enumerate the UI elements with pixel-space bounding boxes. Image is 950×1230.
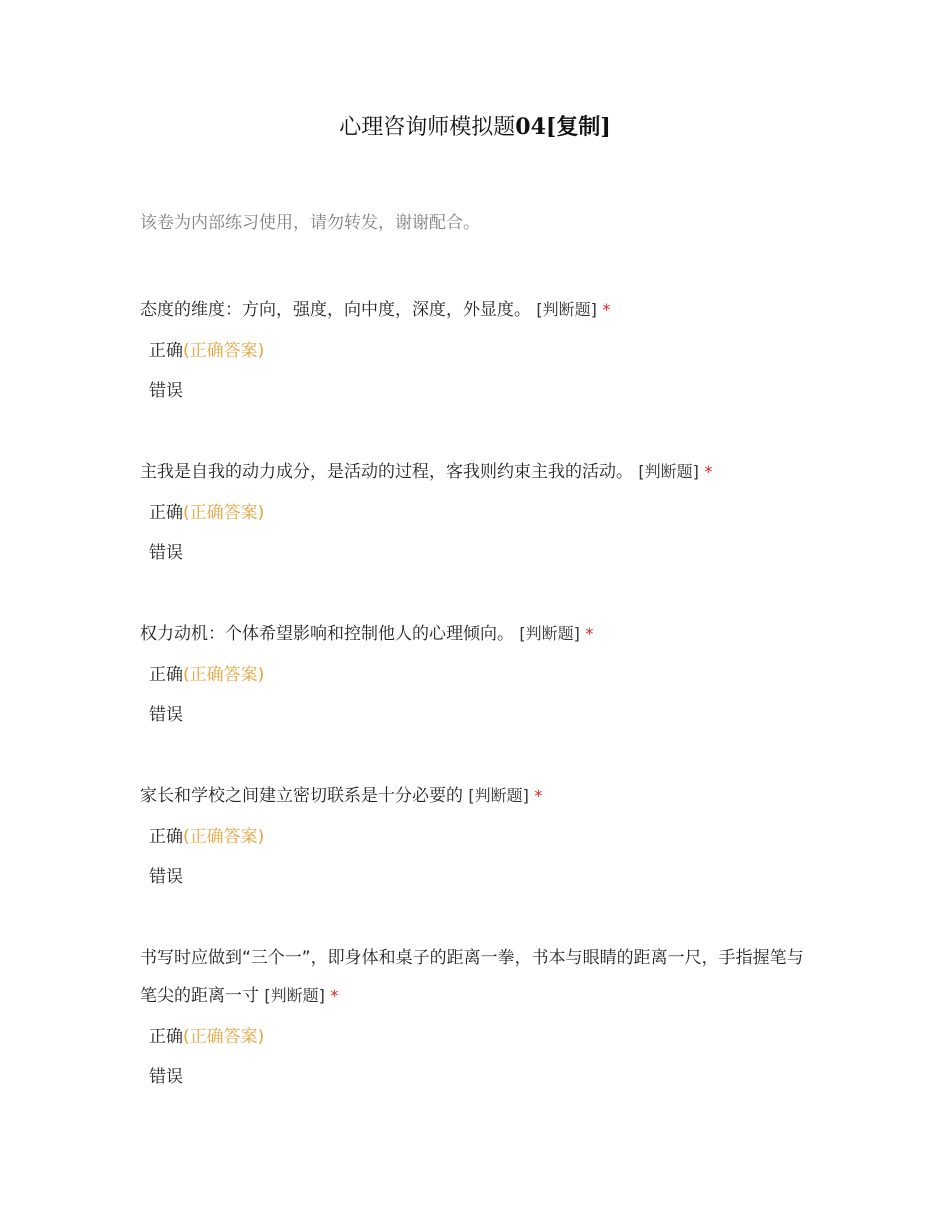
question-text <box>140 453 820 491</box>
option-correct[interactable] <box>149 331 820 371</box>
question-item <box>140 615 820 735</box>
option-correct[interactable] <box>149 493 820 533</box>
question-stem: 主我是自我的动力成分，是活动的过程，客我则约束主我的活动。 <box>140 462 633 482</box>
survey-notice: 该卷为内部练习使用，请勿转发，谢谢配合。 <box>140 213 480 233</box>
correct-answer-tag: (正确答案) <box>183 827 265 847</box>
option-list <box>140 331 820 411</box>
question-item <box>140 939 820 1097</box>
required-marker: * <box>534 786 543 805</box>
option-wrong[interactable] <box>149 371 820 411</box>
option-correct[interactable] <box>149 655 820 695</box>
title-prefix: 心理咨询师模拟题 <box>339 115 516 140</box>
title-suffix: [复制] <box>545 114 611 140</box>
page-title <box>0 110 950 141</box>
option-label: 错误 <box>149 543 183 563</box>
required-marker: * <box>704 462 713 481</box>
question-type-badge: [判断题] <box>519 624 580 643</box>
option-label: 错误 <box>149 1067 183 1087</box>
required-marker: * <box>330 986 339 1005</box>
correct-answer-tag: (正确答案) <box>183 341 265 361</box>
correct-answer-tag: (正确答案) <box>183 665 265 685</box>
option-label: 错误 <box>149 867 183 887</box>
option-correct[interactable] <box>149 817 820 857</box>
question-stem: 书写时应做到“三个一”，即身体和桌子的距离一拳，书本与眼睛的距离一尺，手指握笔与笔尖的距离一寸 <box>140 948 804 1006</box>
option-list <box>140 1017 820 1097</box>
required-marker: * <box>602 300 611 319</box>
option-wrong[interactable] <box>149 695 820 735</box>
question-item <box>140 291 820 411</box>
question-type-badge: [判断题] <box>264 986 325 1005</box>
option-label: 错误 <box>149 381 183 401</box>
question-item <box>140 777 820 897</box>
question-type-badge: [判断题] <box>468 786 529 805</box>
question-stem: 家长和学校之间建立密切联系是十分必要的 <box>140 786 463 806</box>
option-label: 正确 <box>149 341 183 361</box>
question-text <box>140 615 820 653</box>
option-label: 正确 <box>149 1027 183 1047</box>
required-marker: * <box>585 624 594 643</box>
title-number: 04 <box>515 114 546 140</box>
option-label: 正确 <box>149 827 183 847</box>
option-list <box>140 655 820 735</box>
option-label: 错误 <box>149 705 183 725</box>
option-list <box>140 493 820 573</box>
question-stem: 态度的维度：方向，强度，向中度，深度，外显度。 <box>140 300 531 320</box>
correct-answer-tag: (正确答案) <box>183 1027 265 1047</box>
option-label: 正确 <box>149 503 183 523</box>
question-text <box>140 939 820 1015</box>
question-item <box>140 453 820 573</box>
option-list <box>140 817 820 897</box>
question-type-badge: [判断题] <box>536 300 597 319</box>
option-label: 正确 <box>149 665 183 685</box>
correct-answer-tag: (正确答案) <box>183 503 265 523</box>
question-text <box>140 291 820 329</box>
question-type-badge: [判断题] <box>638 462 699 481</box>
question-text <box>140 777 820 815</box>
option-wrong[interactable] <box>149 1057 820 1097</box>
question-stem: 权力动机：个体希望影响和控制他人的心理倾向。 <box>140 624 514 644</box>
option-correct[interactable] <box>149 1017 820 1057</box>
option-wrong[interactable] <box>149 533 820 573</box>
option-wrong[interactable] <box>149 857 820 897</box>
